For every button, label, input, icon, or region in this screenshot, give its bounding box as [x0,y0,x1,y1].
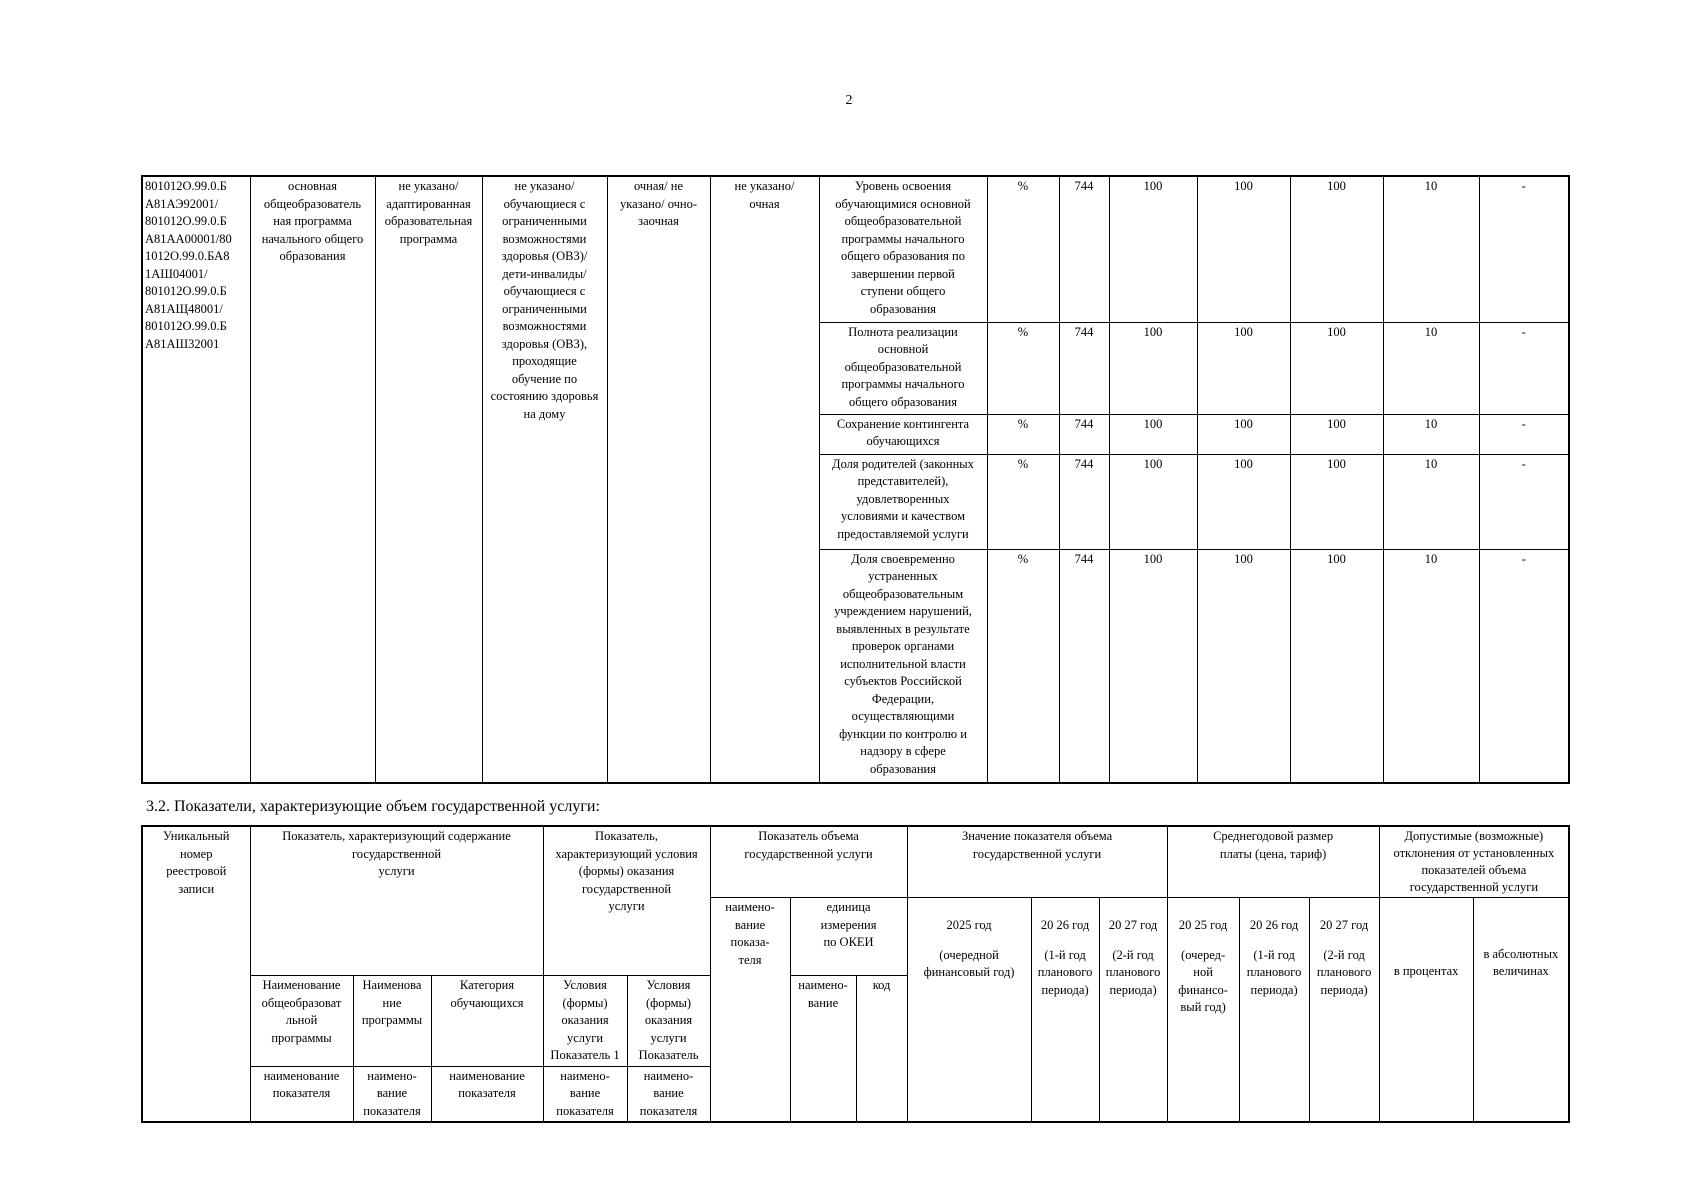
header-year1-note: (очередной финансовый год) [923,947,1015,979]
header-deviation-abs-label: в абсолютных величинах [1483,946,1559,978]
value-cell: 100 [1290,176,1383,322]
value-cell: 100 [1197,454,1290,549]
value-cell: 100 [1197,176,1290,322]
value-cell: 100 [1290,454,1383,549]
header-indicator-name: наимено- вание показателя [627,1066,710,1122]
table-row [142,176,1569,322]
header-price3-label: 20 27 год [1319,918,1369,932]
header-category: Категория обучающихся [431,976,543,1067]
header-price2 [1239,898,1309,1123]
header-price1-note: (очеред- ной финансо- вый год) [1178,947,1228,1014]
unit-cell: % [987,176,1059,322]
deviation-pct-cell: 10 [1383,414,1479,454]
header-unique-number: Уникальный номер реестровой записи [142,826,250,1122]
header-indicator-name: наимено- вание показателя [353,1066,431,1122]
unit-cell: % [987,454,1059,549]
table-header-row [142,826,1569,898]
indicator-name: Сохранение контингента обучающихся [819,414,987,454]
header-program-name: Наименова ние программы [353,976,431,1067]
header-program: Наименование общеобразоват льной программы [250,976,353,1067]
header-price: Среднегодовой размер платы (цена, тариф) [1167,826,1379,898]
header-price2-note: (1-й год планового периода) [1246,947,1302,997]
header-year2 [1031,898,1099,1123]
program-name-cell: не указано/ адаптированная образовательная программа [375,176,482,783]
deviation-abs-cell: - [1479,176,1569,322]
header-year2-note: (1-й год планового периода) [1037,947,1093,997]
header-price3 [1309,898,1379,1123]
header-volume-name: наимено- вание показа- теля [710,898,790,1123]
value-cell: 100 [1109,176,1197,322]
header-indicator-name: наименование показателя [431,1066,543,1122]
header-conditions: Показатель, характеризующий условия (формы) оказания государственной услуги [543,826,710,976]
value-cell: 100 [1109,414,1197,454]
form2-cell: не указано/ очная [710,176,819,783]
header-volume: Показатель объема государственной услуги [710,826,907,898]
header-deviation-pct [1379,898,1473,1123]
value-cell: 100 [1197,549,1290,783]
code-cell: 744 [1059,454,1109,549]
value-cell: 100 [1197,322,1290,414]
header-indicator-name: наимено- вание показателя [543,1066,627,1122]
value-cell: 100 [1290,414,1383,454]
category-cell: не указано/ обучающиеся с ограниченными возможностями здоровья (ОВЗ)/ дети-инвалиды/ обучающиеся с ограниченными возможностями здоровья (ОВЗ), проходящие обучение по состоянию здоровья на дому [482,176,607,783]
code-cell: 744 [1059,414,1109,454]
value-cell: 100 [1109,549,1197,783]
program-cell: основная общеобразователь ная программа начального общего образования [250,176,375,783]
registry-numbers: 801012О.99.0.Б А81АЭ92001/ 801012О.99.0.Б А81АА00001/80 1012О.99.0.БА8 1АШ04001/ 801012О.99.0.Б А81АЩ48001/ 801012О.99.0.Б А81АШ32001 [142,176,250,783]
value-cell: 100 [1290,549,1383,783]
header-deviation-abs [1473,898,1569,1123]
header-unit: единица измерения по ОКЕИ [790,898,907,976]
deviation-abs-cell: - [1479,549,1569,783]
value-cell: 100 [1290,322,1383,414]
deviation-abs-cell: - [1479,322,1569,414]
unit-cell: % [987,549,1059,783]
header-year3-note: (2-й год планового периода) [1105,947,1161,997]
volume-indicators-table [141,825,1570,1123]
deviation-abs-cell: - [1479,414,1569,454]
code-cell: 744 [1059,176,1109,322]
header-year3 [1099,898,1167,1123]
section-title: 3.2. Показатели, характеризующие объем государственной услуги: [146,798,600,815]
header-price1-label: 20 25 год [1178,918,1228,932]
unit-cell: % [987,322,1059,414]
deviation-pct-cell: 10 [1383,549,1479,783]
value-cell: 100 [1109,322,1197,414]
header-content: Показатель, характеризующий содержание государственной услуги [250,826,543,976]
header-year3-label: 20 27 год [1108,918,1158,932]
header-form1: Условия (формы) оказания услуги Показатель 1 [543,976,627,1067]
page-number: 2 [845,93,853,108]
header-unit-code: код [856,976,907,1123]
deviation-pct-cell: 10 [1383,176,1479,322]
header-year1-label: 2025 год [946,918,992,932]
deviation-abs-cell: - [1479,454,1569,549]
header-price2-label: 20 26 год [1249,918,1299,932]
header-deviation: Допустимые (возможные) отклонения от установленных показателей объема государственной услуги [1379,826,1569,898]
header-deviation-pct-label: в процентах [1393,964,1459,978]
indicator-name: Доля своевременно устраненных общеобразовательным учреждением нарушений, выявленных в результате проверок органами исполнительной власти субъектов Российской Федерации, осуществляющими функции по контролю и надзору в сфере образования [819,549,987,783]
header-value: Значение показателя объема государственной услуги [907,826,1167,898]
form1-cell: очная/ не указано/ очно- заочная [607,176,710,783]
header-year2-label: 20 26 год [1040,918,1090,932]
indicator-name: Доля родителей (законных представителей), удовлетворенных условиями и качеством предоставляемой услуги [819,454,987,549]
header-year1 [907,898,1031,1123]
indicator-name: Уровень освоения обучающимися основной общеобразовательной программы начального общего образования по завершении первой ступени общего образования [819,176,987,322]
deviation-pct-cell: 10 [1383,454,1479,549]
header-price3-note: (2-й год планового периода) [1316,947,1372,997]
header-indicator-name: наименование показателя [250,1066,353,1122]
indicator-name: Полнота реализации основной общеобразовательной программы начального общего образования [819,322,987,414]
header-unit-name: наимено- вание [790,976,856,1123]
unit-cell: % [987,414,1059,454]
code-cell: 744 [1059,322,1109,414]
deviation-pct-cell: 10 [1383,322,1479,414]
header-price1 [1167,898,1239,1123]
quality-indicators-table [141,175,1570,784]
header-form2: Условия (формы) оказания услуги Показатель [627,976,710,1067]
value-cell: 100 [1109,454,1197,549]
value-cell: 100 [1197,414,1290,454]
code-cell: 744 [1059,549,1109,783]
